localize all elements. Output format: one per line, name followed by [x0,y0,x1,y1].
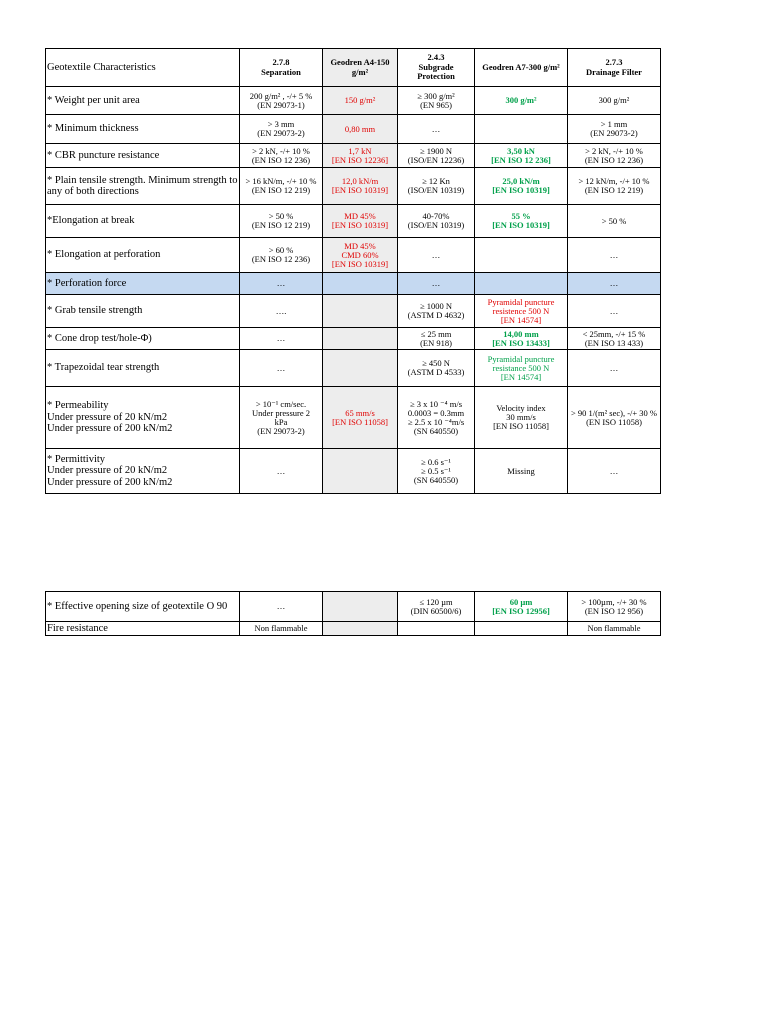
table-row [46,273,661,295]
drainage-filter-value: > 90 1/(m² sec), -/+ 30 % (EN ISO 11058) [568,387,661,449]
subgrade-value: ≥ 300 g/m² (EN 965) [398,87,475,115]
header-separation: 2.7.8 Separation [240,49,323,87]
separation-value: > 16 kN/m, -/+ 10 % (EN ISO 12 219) [240,168,323,205]
drainage-filter-value: > 2 kN, -/+ 10 % (EN ISO 12 236) [568,144,661,168]
geodren-a4-value [323,295,398,328]
drainage-filter-value: > 100µm, -/+ 30 % (EN ISO 12 956) [568,592,661,622]
geodren-a4-value: MD 45% [EN ISO 10319] [323,205,398,238]
opening-size-table [45,591,661,636]
geodren-a7-value: 25,0 kN/m [EN ISO 10319] [475,168,568,205]
header-row [46,49,661,87]
geodren-a7-value: 55 % [EN ISO 10319] [475,205,568,238]
header-drainage-filter: 2.7.3 Drainage Filter [568,49,661,87]
drainage-filter-value: < 25mm, -/+ 15 % (EN ISO 13 433) [568,328,661,350]
subgrade-value: 40-70% (ISO/EN 10319) [398,205,475,238]
geodren-a4-value: MD 45% CMD 60% [EN ISO 10319] [323,238,398,273]
header-characteristics: Geotextile Characteristics [46,49,240,87]
drainage-filter-value: … [568,449,661,494]
geodren-a7-value [475,238,568,273]
row-label: *Elongation at break [46,205,240,238]
geodren-a4-value [323,449,398,494]
header-geodren-a7: Geodren A7-300 g/m² [475,49,568,87]
row-label: * Grab tensile strength [46,295,240,328]
table-row [46,328,661,350]
row-label: * CBR puncture resistance [46,144,240,168]
row-label: * Perforation force [46,273,240,295]
geodren-a7-value: 60 µm [EN ISO 12956] [475,592,568,622]
separation-value: > 10⁻¹ cm/sec. Under pressure 2 kPa (EN 29073-2) [240,387,323,449]
separation-value: > 60 % (EN ISO 12 236) [240,238,323,273]
geodren-a7-value [475,622,568,636]
table-row [46,350,661,387]
characteristics-table [45,48,661,494]
row-label: * Elongation at perforation [46,238,240,273]
subgrade-value: … [398,238,475,273]
subgrade-value: ≥ 1900 N (ISO/EN 12236) [398,144,475,168]
separation-value: … [240,328,323,350]
geodren-a7-value: 3,50 kN [EN ISO 12 236] [475,144,568,168]
subgrade-value: ≥ 450 N (ASTM D 4533) [398,350,475,387]
row-label: * Effective opening size of geotextile O 90 [46,592,240,622]
geodren-a4-value: 150 g/m² [323,87,398,115]
row-label: * Permittivity Under pressure of 20 kN/m2 Under pressure of 200 kN/m2 [46,449,240,494]
geodren-a7-value: Velocity index 30 mm/s [EN ISO 11058] [475,387,568,449]
separation-value: > 3 mm (EN 29073-2) [240,115,323,144]
geodren-a7-value: 300 g/m² [475,87,568,115]
table-row [46,295,661,328]
separation-value: …. [240,295,323,328]
geodren-a7-value: Pyramidal puncture resistence 500 N [EN 14574] [475,295,568,328]
geodren-a4-value [323,350,398,387]
subgrade-value: … [398,273,475,295]
row-label: * Trapezoidal tear strength [46,350,240,387]
row-label: * Weight per unit area [46,87,240,115]
subgrade-value: ≥ 12 Kn (ISO/EN 10319) [398,168,475,205]
row-label: * Cone drop test/hole-Φ) [46,328,240,350]
separation-value: > 2 kN, -/+ 10 % (EN ISO 12 236) [240,144,323,168]
separation-value: > 50 % (EN ISO 12 219) [240,205,323,238]
drainage-filter-value: Non flammable [568,622,661,636]
separation-value: Non flammable [240,622,323,636]
geodren-a7-value: Missing [475,449,568,494]
subgrade-value: ≥ 0.6 s⁻¹ ≥ 0.5 s⁻¹ (SN 640550) [398,449,475,494]
geodren-a4-value: 0,80 mm [323,115,398,144]
geodren-a4-value [323,622,398,636]
subgrade-value [398,622,475,636]
geodren-a4-value: 65 mm/s [EN ISO 11058] [323,387,398,449]
subgrade-value: ≥ 3 x 10 ⁻⁴ m/s 0.0003 = 0.3mm ≥ 2.5 x 10 ⁻⁴m/s (SN 640550) [398,387,475,449]
subgrade-value: ≤ 25 mm (EN 918) [398,328,475,350]
subgrade-value: ≥ 1000 N (ASTM D 4632) [398,295,475,328]
geodren-a7-value [475,273,568,295]
table-row [46,87,661,115]
drainage-filter-value: … [568,238,661,273]
table-row [46,387,661,449]
separation-value: … [240,592,323,622]
table-row [46,205,661,238]
subgrade-value: ≤ 120 µm (DIN 60500/6) [398,592,475,622]
drainage-filter-value: > 1 mm (EN 29073-2) [568,115,661,144]
table-row [46,622,661,636]
geodren-a4-value [323,592,398,622]
drainage-filter-value: > 12 kN/m, -/+ 10 % (EN ISO 12 219) [568,168,661,205]
row-label: Fire resistance [46,622,240,636]
table-row [46,238,661,273]
drainage-filter-value: > 50 % [568,205,661,238]
row-label: * Plain tensile strength. Minimum strength to any of both directions [46,168,240,205]
separation-value: 200 g/m² , -/+ 5 % (EN 29073-1) [240,87,323,115]
separation-value: … [240,273,323,295]
drainage-filter-value: … [568,295,661,328]
table-row [46,592,661,622]
drainage-filter-value: … [568,350,661,387]
geodren-a7-value: Pyramidal puncture resistance 500 N [EN 14574] [475,350,568,387]
table-row [46,168,661,205]
header-geodren-a4: Geodren A4-150 g/m² [323,49,398,87]
geodren-a4-value: 1,7 kN [EN ISO 12236] [323,144,398,168]
table-row [46,115,661,144]
table-row [46,144,661,168]
drainage-filter-value: … [568,273,661,295]
separation-value: … [240,350,323,387]
drainage-filter-value: 300 g/m² [568,87,661,115]
subgrade-value: … [398,115,475,144]
header-subgrade: 2.4.3 Subgrade Protection [398,49,475,87]
geodren-a4-value [323,273,398,295]
table-row [46,449,661,494]
geodren-a4-value [323,328,398,350]
separation-value: … [240,449,323,494]
row-label: * Minimum thickness [46,115,240,144]
geodren-a4-value: 12,0 kN/m [EN ISO 10319] [323,168,398,205]
geodren-a7-value: 14,00 mm [EN ISO 13433] [475,328,568,350]
geodren-a7-value [475,115,568,144]
row-label: * Permeability Under pressure of 20 kN/m2 Under pressure of 200 kN/m2 [46,387,240,449]
